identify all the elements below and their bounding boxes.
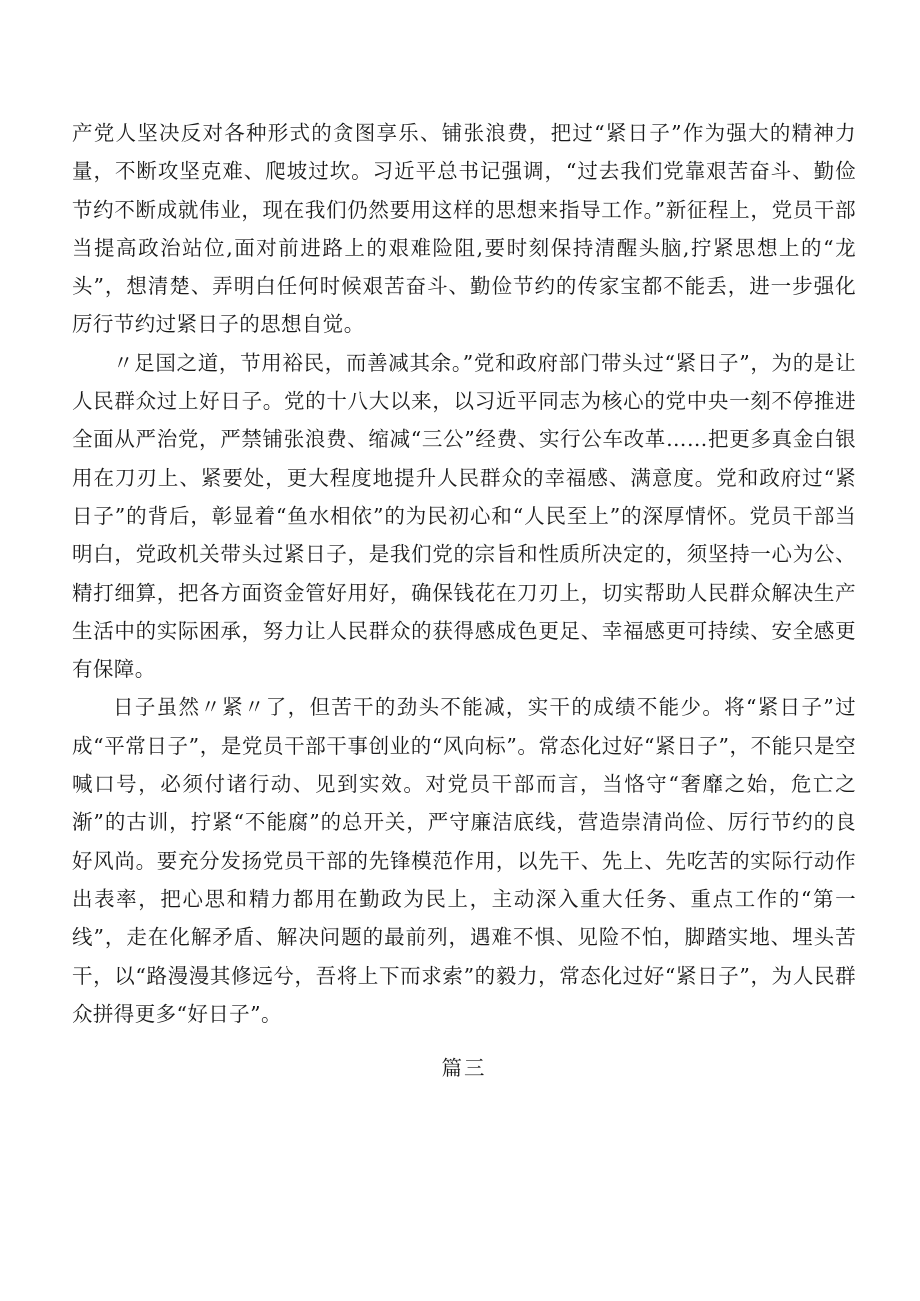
document-body bbox=[72, 114, 856, 1087]
paragraph-2: 〃足国之道，节用裕民，而善减其余。”党和政府部门带头过“紧日子”，为的是让人民群众过上好日子。党的十八大以来，以习近平同志为核心的党中央一刻不停推进全面从严治党，严禁铺张浪费、缩减“三公”经费、实行公车改革……把更多真金白银用在刀刃上、紧要处，更大程度地提升人民群众的幸福感、满意度。党和政府过“紧日子”的背后，彰显着“鱼水相依”的为民初心和“人民至上”的深厚情怀。党员干部当明白，党政机关带头过紧日子，是我们党的宗旨和性质所决定的，须坚持一心为公、精打细算，把各方面资金管好用好，确保钱花在刀刃上，切实帮助人民群众解决生产生活中的实际困承，努力让人民群众的获得感成色更足、幸福感更可持续、安全感更有保障。 bbox=[72, 350, 856, 682]
paragraph-1: 产党人坚决反对各种形式的贪图享乐、铺张浪费，把过“紧日子”作为强大的精神力量，不断攻坚克难、爬坡过坎。习近平总书记强调，“过去我们党靠艰苦奋斗、勤俭节约不断成就伟业，现在我们仍然要用这样的思想来指导工作。”新征程上，党员干部当提高政治站位,面对前进路上的艰难险阻,要时刻保持清醒头脑,拧紧思想上的“龙头”，想清楚、弄明白任何时候艰苦奋斗、勤俭节约的传家宝都不能丢，进一步强化厉行节约过紧日子的思想自觉。 bbox=[72, 121, 856, 337]
section-heading: 篇三 bbox=[441, 1056, 487, 1081]
paragraph-3: 日子虽然〃紧〃了，但苦干的劲头不能减，实干的成绩不能少。将“紧日子”过成“平常日子”，是党员干部干事创业的“风向标”。常态化过好“紧日子”，不能只是空喊口号，必须付诸行动、见到实效。对党员干部而言，当恪守“奢靡之始，危亡之渐”的古训，拧紧“不能腐”的总开关，严守廉洁底线，营造崇清尚俭、厉行节约的良好风尚。要充分发扬党员干部的先锋模范作用，以先干、先上、先吃苦的实际行动作出表率，把心思和精力都用在勤政为民上，主动深入重大任务、重点工作的“第一线”，走在化解矛盾、解决问题的最前列，遇难不惧、见险不怕，脚踏实地、埋头苦干，以“路漫漫其修远兮，吾将上下而求索”的毅力，常态化过好“紧日子”，为人民群众拼得更多“好日子”。 bbox=[72, 695, 856, 1026]
